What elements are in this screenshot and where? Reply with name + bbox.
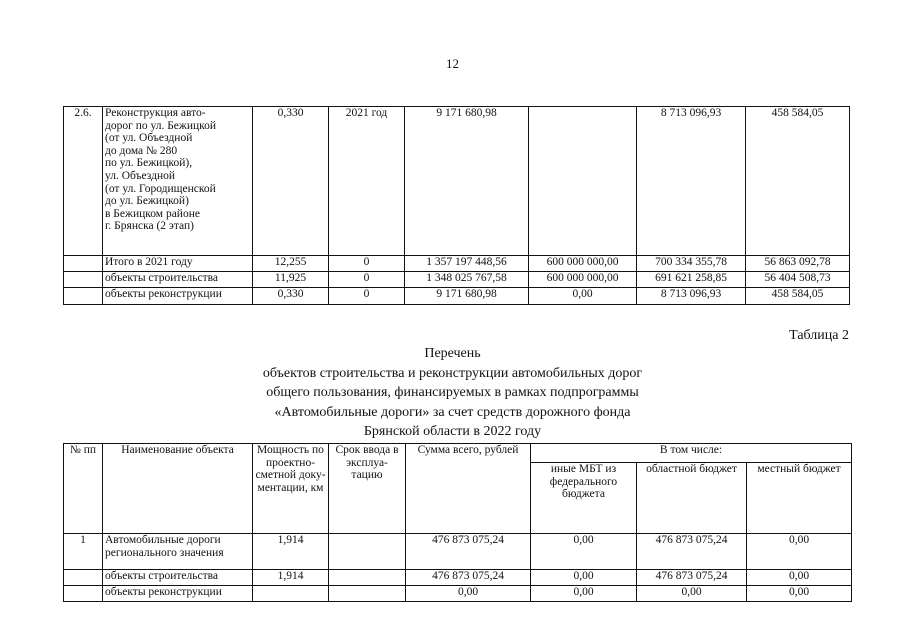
- cell-regional: 0,00: [637, 586, 747, 602]
- cell-federal: 0,00: [531, 570, 637, 586]
- table-2-label: Таблица 2: [789, 328, 849, 343]
- object-name-line: объекты строительства: [105, 272, 218, 284]
- cell-no: 2.6.: [64, 107, 103, 256]
- object-name-line: объекты реконструкции: [105, 586, 222, 598]
- cell-year: 0: [329, 256, 405, 272]
- cell-capacity: 12,255: [253, 256, 329, 272]
- cell-local: 0,00: [747, 586, 852, 602]
- header-regional: областной бюджет: [637, 463, 747, 534]
- title-line: объектов строительства и реконструкции автомобильных дорог: [262, 365, 643, 381]
- header-including: В том числе:: [531, 444, 852, 463]
- header-total: Сумма всего, рублей: [406, 444, 531, 534]
- object-name-line: объекты строительства: [105, 570, 218, 582]
- cell-total: 0,00: [406, 586, 531, 602]
- cell-capacity: 0,330: [253, 107, 329, 256]
- object-name-line: объекты реконструкции: [105, 288, 222, 300]
- table-2021-body: [64, 107, 850, 305]
- title-line: Перечень: [424, 346, 481, 361]
- cell-capacity: 1,914: [253, 570, 329, 586]
- cell-total: 476 873 075,24: [406, 570, 531, 586]
- object-name-line: до ул. Бежицкой): [105, 195, 189, 208]
- cell-object-name: [103, 570, 253, 586]
- cell-object-name: [103, 288, 253, 305]
- cell-capacity: 1,914: [253, 534, 329, 570]
- cell-total: 476 873 075,24: [406, 534, 531, 570]
- cell-regional: 700 334 355,78: [637, 256, 746, 272]
- cell-object-name: [103, 107, 253, 256]
- cell-regional: 691 621 258,85: [637, 272, 746, 288]
- cell-total: 9 171 680,98: [405, 107, 529, 256]
- cell-local: 458 584,05: [746, 107, 850, 256]
- cell-capacity: [253, 586, 329, 602]
- cell-capacity: 11,925: [253, 272, 329, 288]
- cell-regional: 476 873 075,24: [637, 534, 747, 570]
- title-line: «Автомобильные дороги» за счет средств дорожного фонда: [274, 404, 631, 420]
- table-row: [64, 107, 850, 256]
- cell-no: 1: [64, 534, 103, 570]
- header-name: Наименование объекта: [103, 444, 253, 534]
- cell-no: [64, 586, 103, 602]
- page-number: 12: [446, 56, 459, 71]
- cell-year: 2021 год: [329, 107, 405, 256]
- cell-year: 0: [329, 272, 405, 288]
- cell-federal: 0,00: [531, 534, 637, 570]
- table-2021: [63, 106, 850, 305]
- object-name-line: дорог по ул. Бежицкой: [105, 119, 217, 132]
- table-row: [64, 586, 852, 602]
- cell-capacity: 0,330: [253, 288, 329, 305]
- object-name-line: ул. Объездной: [105, 169, 176, 182]
- table-row: [64, 534, 852, 570]
- header-federal: иные МБТ из федерального бюджета: [531, 463, 637, 534]
- table-2-title: [0, 344, 905, 442]
- table-row: [64, 570, 852, 586]
- cell-object-name: [103, 256, 253, 272]
- table-row: [64, 256, 850, 272]
- object-name-line: в Бежицком районе: [105, 207, 200, 220]
- table-2022-body: [64, 444, 852, 602]
- cell-no: [64, 256, 103, 272]
- cell-regional: 8 713 096,93: [637, 107, 746, 256]
- cell-year: [329, 570, 406, 586]
- header-year: Срок ввода в эксплуа-тацию: [329, 444, 406, 534]
- title-line: Брянской области в 2022 году: [363, 424, 542, 439]
- cell-no: [64, 288, 103, 305]
- object-name-line: (от ул. Объездной: [105, 132, 193, 145]
- cell-total: 1 348 025 767,58: [405, 272, 529, 288]
- table-2022: [63, 443, 852, 602]
- cell-federal: 600 000 000,00: [529, 272, 637, 288]
- object-name-line: регионального значения: [105, 546, 224, 559]
- cell-total: 1 357 197 448,56: [405, 256, 529, 272]
- cell-object-name: [103, 586, 253, 602]
- cell-local: 56 404 508,73: [746, 272, 850, 288]
- table-row: [64, 272, 850, 288]
- title-line: общего пользования, финансируемых в рамках подпрограммы: [266, 385, 639, 400]
- cell-year: [329, 586, 406, 602]
- object-name-line: (от ул. Городищенской: [105, 182, 216, 195]
- cell-total: 9 171 680,98: [405, 288, 529, 305]
- cell-federal: 0,00: [531, 586, 637, 602]
- object-name-line: г. Брянска (2 этап): [105, 220, 194, 233]
- object-name-line: Реконструкция авто-: [105, 107, 206, 119]
- object-name-line: до дома № 280: [105, 144, 178, 157]
- cell-regional: 476 873 075,24: [637, 570, 747, 586]
- table-row: [64, 288, 850, 305]
- cell-federal: 0,00: [529, 288, 637, 305]
- object-name-line: по ул. Бежицкой),: [105, 157, 193, 170]
- cell-local: 0,00: [747, 534, 852, 570]
- cell-no: [64, 570, 103, 586]
- header-local: местный бюджет: [747, 463, 852, 534]
- cell-year: [329, 534, 406, 570]
- object-name-line: Итого в 2021 году: [105, 256, 193, 268]
- cell-local: 0,00: [747, 570, 852, 586]
- cell-local: 458 584,05: [746, 288, 850, 305]
- cell-object-name: [103, 534, 253, 570]
- object-name-line: Автомобильные дороги: [105, 534, 221, 546]
- cell-object-name: [103, 272, 253, 288]
- cell-year: 0: [329, 288, 405, 305]
- cell-regional: 8 713 096,93: [637, 288, 746, 305]
- header-no: № пп: [64, 444, 103, 534]
- cell-federal: 600 000 000,00: [529, 256, 637, 272]
- cell-local: 56 863 092,78: [746, 256, 850, 272]
- header-capacity: Мощность по проектно-сметной доку-ментации, км: [253, 444, 329, 534]
- cell-federal: [529, 107, 637, 256]
- cell-no: [64, 272, 103, 288]
